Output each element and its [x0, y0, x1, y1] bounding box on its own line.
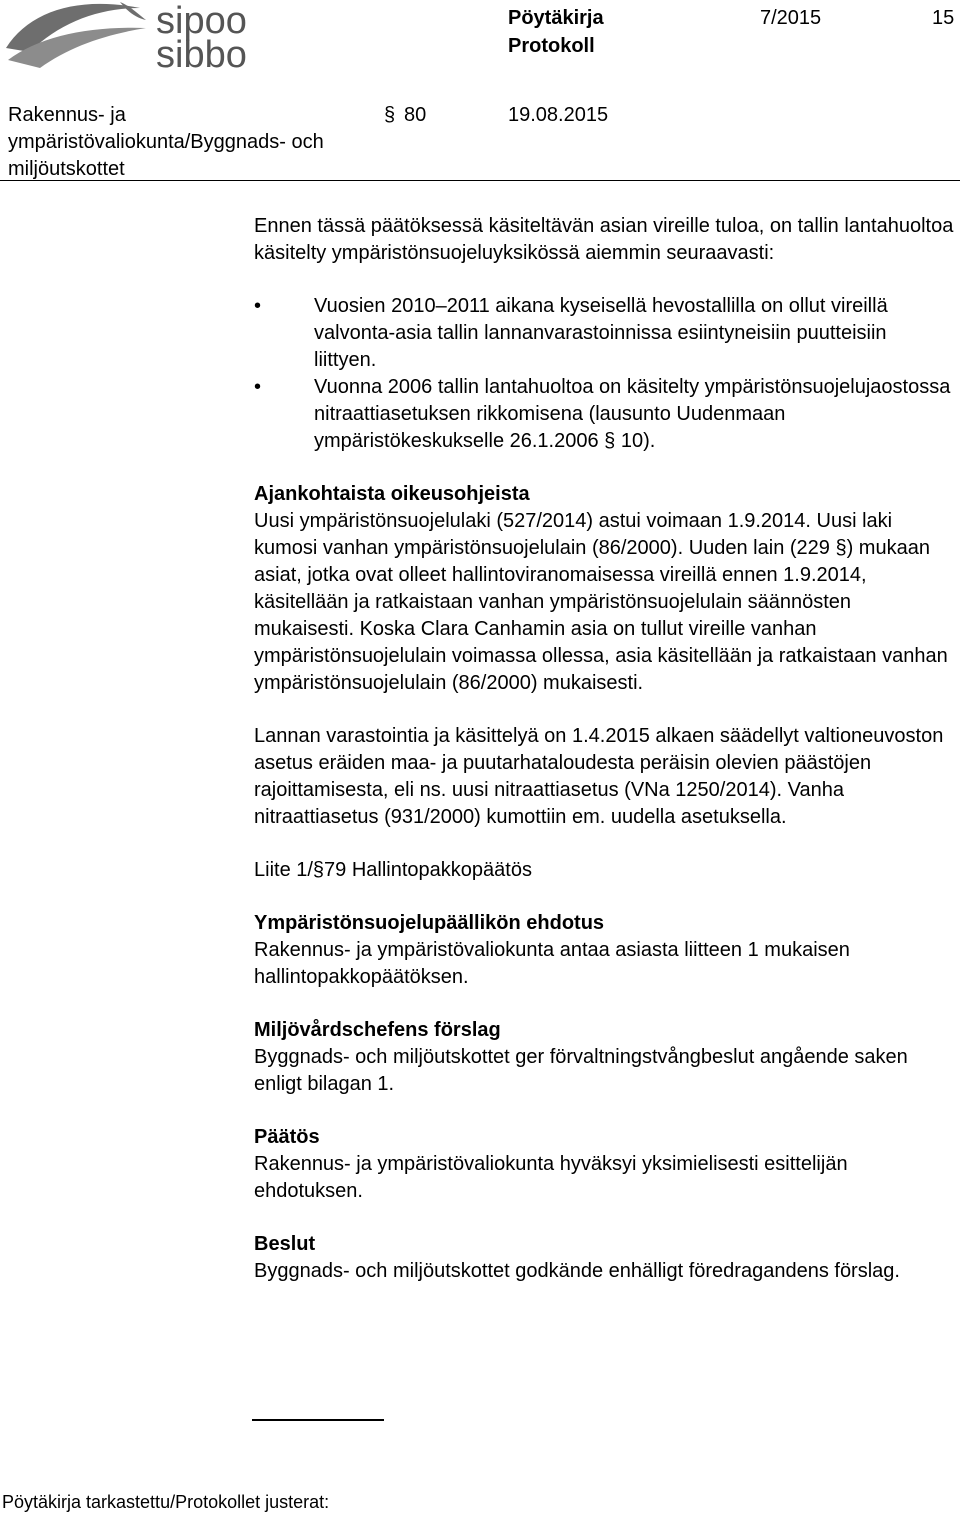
- header-divider: [0, 180, 960, 181]
- committee-line-2: ympäristövaliokunta/Byggnads- och: [8, 131, 324, 153]
- sipoo-sibbo-logo: [0, 0, 260, 76]
- heading-forslag: Miljövårdschefens förslag: [254, 1019, 501, 1041]
- committee-line-3: miljöutskottet: [8, 158, 125, 180]
- doc-type-fi: Pöytäkirja: [508, 7, 604, 29]
- logo-word-sibbo: sibbo: [156, 34, 247, 76]
- committee-line-1: Rakennus- ja: [8, 104, 126, 126]
- logo-emblem-icon: [0, 0, 150, 72]
- logo-word-sipoo: sipoo: [156, 0, 247, 42]
- paragraph-forslag: Byggnads- och miljöutskottet ger förvaltningstvångbeslut angående saken enligt bilagan 1.: [254, 1046, 908, 1095]
- section-number: 80: [404, 104, 427, 126]
- heading-oikeusohjeista: Ajankohtaista oikeusohjeista: [254, 483, 530, 505]
- intro-paragraph: Ennen tässä päätöksessä käsiteltävän asian vireille tuloa, on tallin lantahuoltoa käsitelty ympäristönsuojeluyksikössä aiemmin seuraavasti:: [254, 215, 954, 264]
- footer-verification: Pöytäkirja tarkastettu/Protokollet justerat:: [2, 1492, 330, 1512]
- doc-type-sv: Protokoll: [508, 35, 595, 57]
- history-list: [254, 293, 954, 455]
- paragraph-beslut: Byggnads- och miljöutskottet godkände enhälligt föredragandens förslag.: [254, 1260, 900, 1282]
- list-item: • Vuonna 2006 tallin lantahuoltoa on käsitelty ympäristönsuojelujaostossa nitraattiasetuksen rikkomisena (lausunto Uudenmaan ympäristökeskukselle 26.1.2006 § 10).: [254, 374, 954, 455]
- meeting-date: 19.08.2015: [508, 104, 609, 126]
- paragraph-paatos: Rakennus- ja ympäristövaliokunta hyväksyi yksimielisesti esittelijän ehdotuksen.: [254, 1153, 848, 1202]
- heading-paatos: Päätös: [254, 1126, 320, 1148]
- paragraph-lannan-varastointi: Lannan varastointia ja käsittelyä on 1.4.2015 alkaen säädellyt valtioneuvoston asetus eräiden maa- ja puutarhataloudesta peräisin olevien päästöjen rajoittamisesta, eli ns. uusi nitraattiasetus (VNa 1250/2014). Vanha nitraattiasetus (931/2000) kumottiin em. uudella asetuksella.: [254, 725, 944, 828]
- heading-beslut: Beslut: [254, 1233, 316, 1255]
- paragraph-oikeusohjeista: Uusi ympäristönsuojelulaki (527/2014) astui voimaan 1.9.2014. Uusi laki kumosi vanhan ympäristönsuojelulain (86/2000). Uuden lain (229 §) mukaan asiat, jotka ovat olleet hallintoviranomaisessa vireillä ennen 1.9.2014, käsitellään ja ratkaistaan vanhan ympäristönsuojelulain säännösten mukaisesti. Koska Clara Canhamin asia on tullut vireille vanhan ympäristönsuojelulain voimassa ollessa, asia käsitellään ja ratkaistaan vanhan ympäristönsuojelulain (86/2000) mukaisesti.: [254, 510, 948, 694]
- closing-rule: [252, 1419, 384, 1421]
- attachment-reference: Liite 1/§79 Hallintopakkopäätös: [254, 859, 532, 881]
- section-sign-icon: §: [384, 104, 396, 126]
- document-body: [254, 213, 954, 1285]
- heading-ehdotus: Ympäristönsuojelupäällikön ehdotus: [254, 912, 605, 934]
- paragraph-ehdotus: Rakennus- ja ympäristövaliokunta antaa asiasta liitteen 1 mukaisen hallintopakkopäätöksen.: [254, 939, 850, 988]
- list-item: • Vuosien 2010–2011 aikana kyseisellä hevostallilla on ollut vireillä valvonta-asia tallin lannanvarastoinnissa esiintyneisiin puutteisiin liittyen.: [254, 293, 954, 374]
- meeting-number: 7/2015: [760, 7, 822, 29]
- page-number: 15: [932, 7, 955, 29]
